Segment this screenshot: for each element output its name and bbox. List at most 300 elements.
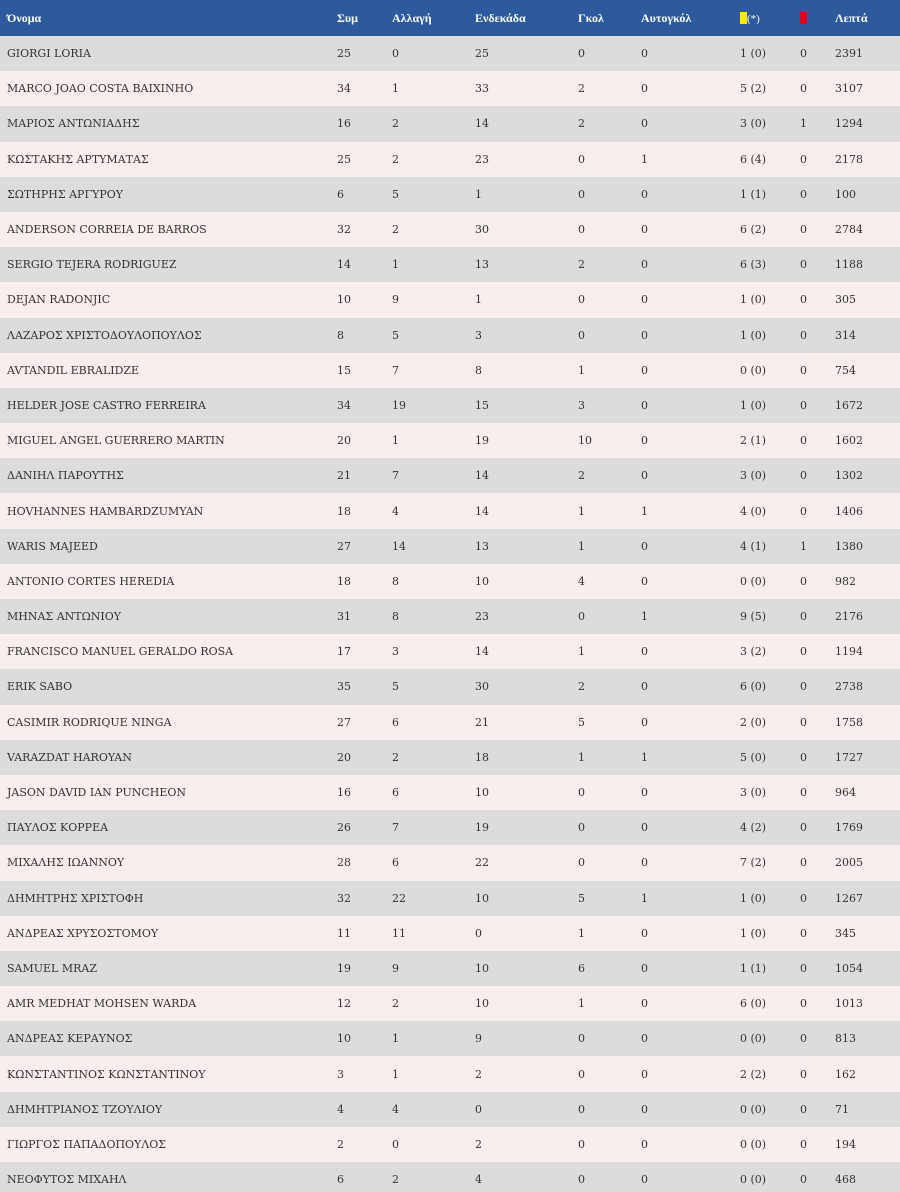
table-row[interactable] [0,36,900,71]
own-goals-value: 1 [641,504,648,518]
player-name[interactable]: ANTONIO CORTES HEREDIA [7,574,175,588]
minutes-value: 1727 [835,750,863,764]
player-name[interactable]: ΠΑΥΛΟΣ ΚΟΡΡΕΑ [7,821,109,835]
apps-value: 27 [337,539,351,553]
goals-value: 0 [578,293,585,307]
yellow-cards-value: 2 (0) [740,715,767,729]
yellow-cards-value: 0 (0) [740,1032,767,1046]
subs-value: 8 [392,574,399,588]
minutes-value: 1188 [835,258,863,272]
table-row[interactable] [0,247,900,282]
starts-value: 3 [475,328,482,342]
table-row[interactable] [0,669,900,704]
player-name[interactable]: HELDER JOSE CASTRO FERREIRA [7,398,206,412]
table-row[interactable] [0,951,900,986]
red-cards-value: 0 [800,610,807,624]
player-name[interactable]: ΛΑΖΑΡΟΣ ΧΡΙΣΤΟΔΟΥΛΟΠΟΥΛΟΣ [7,328,202,342]
apps-value: 10 [337,1032,351,1046]
player-name[interactable]: WARIS MAJEED [7,539,98,553]
yellow-cards-value: 0 (0) [740,574,767,588]
subs-value: 5 [392,328,399,342]
apps-value: 12 [337,997,351,1011]
yellow-cards-value: 0 (0) [740,1173,767,1187]
red-cards-value: 0 [800,152,807,166]
subs-value: 1 [392,82,399,96]
minutes-value: 1769 [835,821,863,835]
apps-value: 10 [337,293,351,307]
subs-value: 2 [392,1173,399,1187]
minutes-value: 2005 [835,856,863,870]
table-row[interactable] [0,845,900,880]
subs-value: 4 [392,1102,399,1116]
apps-value: 26 [337,821,351,835]
player-name[interactable]: SERGIO TEJERA RODRIGUEZ [7,258,177,272]
subs-value: 3 [392,645,399,659]
minutes-value: 3107 [835,82,863,96]
subs-value: 8 [392,610,399,624]
player-name[interactable]: ERIK SABO [7,680,73,694]
red-cards-value: 0 [800,363,807,377]
starts-value: 10 [475,961,489,975]
goals-value: 2 [578,82,585,96]
subs-value: 7 [392,821,399,835]
apps-value: 25 [337,47,351,61]
own-goals-value: 0 [641,926,648,940]
goals-value: 2 [578,680,585,694]
subs-value: 19 [392,398,406,412]
starts-value: 14 [475,469,489,483]
subs-value: 14 [392,539,406,553]
own-goals-value: 0 [641,117,648,131]
yellow-cards-value: 4 (0) [740,504,767,518]
red-cards-value: 0 [800,1067,807,1081]
goals-value: 10 [578,434,592,448]
table-row[interactable] [0,353,900,388]
own-goals-value: 0 [641,82,648,96]
minutes-value: 71 [835,1102,849,1116]
goals-value: 1 [578,645,585,659]
subs-value: 1 [392,434,399,448]
yellow-cards-value: 1 (0) [740,891,767,905]
starts-value: 10 [475,574,489,588]
table-row[interactable] [0,810,900,845]
yellow-cards-value: 3 (0) [740,117,767,131]
header-goals[interactable]: Γκολ [578,10,604,25]
table-row[interactable] [0,634,900,669]
table-row[interactable] [0,986,900,1021]
minutes-value: 2176 [835,610,863,624]
own-goals-value: 1 [641,152,648,166]
table-row[interactable] [0,282,900,317]
minutes-value: 1294 [835,117,863,131]
yellow-cards-value: 1 (0) [740,293,767,307]
goals-value: 3 [578,398,585,412]
own-goals-value: 0 [641,539,648,553]
own-goals-value: 0 [641,645,648,659]
goals-value: 0 [578,1102,585,1116]
player-name[interactable]: JASON DAVID IAN PUNCHEON [7,786,187,800]
goals-value: 2 [578,258,585,272]
goals-value: 0 [578,786,585,800]
starts-value: 19 [475,821,489,835]
subs-value: 1 [392,258,399,272]
own-goals-value: 0 [641,363,648,377]
goals-value: 2 [578,117,585,131]
player-name[interactable]: HOVHANNES HAMBARDZUMYAN [7,504,204,518]
table-row[interactable] [0,177,900,212]
yellow-cards-value: 3 (0) [740,469,767,483]
starts-value: 4 [475,1173,482,1187]
minutes-value: 813 [835,1032,856,1046]
apps-value: 19 [337,961,351,975]
table-row[interactable] [0,916,900,951]
apps-value: 34 [337,398,351,412]
starts-value: 10 [475,786,489,800]
yellow-cards-value: 0 (0) [740,363,767,377]
yellow-cards-value: 2 (1) [740,434,767,448]
player-name[interactable]: ΜΑΡΙΟΣ ΑΝΤΩΝΙΑΔΗΣ [7,117,140,131]
apps-value: 11 [337,926,351,940]
table-row[interactable] [0,71,900,106]
apps-value: 27 [337,715,351,729]
own-goals-value: 0 [641,258,648,272]
table-row[interactable] [0,388,900,423]
subs-value: 9 [392,293,399,307]
minutes-value: 100 [835,187,856,201]
player-name[interactable]: ΚΩΝΣΤΑΝΤΙΝΟΣ ΚΩΝΣΤΑΝΤΙΝΟΥ [7,1067,206,1081]
own-goals-value: 0 [641,328,648,342]
subs-value: 1 [392,1067,399,1081]
minutes-value: 964 [835,786,856,800]
player-name[interactable]: ΑΝΔΡΕΑΣ ΧΡΥΣΟΣΤΟΜΟΥ [7,926,159,940]
player-name[interactable]: MARCO JOAO COSTA BAIXINHO [7,82,194,96]
starts-value: 1 [475,187,482,201]
red-cards-value: 0 [800,1032,807,1046]
minutes-value: 1054 [835,961,863,975]
goals-value: 0 [578,1173,585,1187]
yellow-cards-value: 6 (0) [740,997,767,1011]
goals-value: 0 [578,223,585,237]
minutes-value: 1602 [835,434,863,448]
goals-value: 1 [578,539,585,553]
red-cards-value: 0 [800,645,807,659]
minutes-value: 162 [835,1067,856,1081]
own-goals-value: 0 [641,715,648,729]
apps-value: 18 [337,574,351,588]
player-name[interactable]: AVTANDIL EBRALIDZE [7,363,140,377]
table-row[interactable] [0,529,900,564]
goals-value: 0 [578,821,585,835]
apps-value: 20 [337,434,351,448]
red-cards-value: 0 [800,891,807,905]
apps-value: 6 [337,1173,344,1187]
table-row[interactable] [0,599,900,634]
table-row[interactable] [0,1127,900,1162]
starts-value: 10 [475,997,489,1011]
subs-value: 0 [392,47,399,61]
own-goals-value: 0 [641,786,648,800]
player-name[interactable]: ΔΗΜΗΤΡΙΑΝΟΣ ΤΖΟΥΛΙΟΥ [7,1102,163,1116]
player-name[interactable]: ΣΩΤΗΡΗΣ ΑΡΓΥΡΟΥ [7,187,124,201]
red-cards-value: 0 [800,997,807,1011]
goals-value: 5 [578,715,585,729]
header-subs[interactable]: Αλλαγή [392,10,432,25]
table-row[interactable] [0,1021,900,1056]
apps-value: 31 [337,610,351,624]
apps-value: 20 [337,750,351,764]
apps-value: 35 [337,680,351,694]
table-header-row [0,0,900,36]
apps-value: 34 [337,82,351,96]
minutes-value: 314 [835,328,856,342]
yellow-cards-value: 6 (4) [740,152,767,166]
minutes-value: 2738 [835,680,863,694]
player-name[interactable]: FRANCISCO MANUEL GERALDO ROSA [7,645,234,659]
own-goals-value: 0 [641,469,648,483]
player-name[interactable]: CASIMIR RODRIQUE NINGA [7,715,172,729]
yellow-cards-value: 6 (2) [740,223,767,237]
starts-value: 1 [475,293,482,307]
own-goals-value: 0 [641,680,648,694]
starts-value: 10 [475,891,489,905]
player-name[interactable]: GIORGI LORIA [7,47,91,61]
goals-value: 0 [578,856,585,870]
own-goals-value: 0 [641,434,648,448]
player-name[interactable]: ΔΗΜΗΤΡΗΣ ΧΡΙΣΤΟΦΗ [7,891,144,905]
subs-value: 22 [392,891,406,905]
goals-value: 1 [578,363,585,377]
player-name[interactable]: ΜΗΝΑΣ ΑΝΤΩΝΙΟΥ [7,610,121,624]
red-cards-value: 0 [800,856,807,870]
yellow-cards-value: 1 (1) [740,961,767,975]
header-yellow-cards[interactable] [740,0,800,36]
starts-value: 18 [475,750,489,764]
subs-value: 5 [392,680,399,694]
starts-value: 8 [475,363,482,377]
starts-value: 2 [475,1137,482,1151]
minutes-value: 2391 [835,47,863,61]
yellow-cards-value: 4 (2) [740,821,767,835]
minutes-value: 1406 [835,504,863,518]
minutes-value: 1380 [835,539,863,553]
minutes-value: 1013 [835,997,863,1011]
starts-value: 33 [475,82,489,96]
own-goals-value: 0 [641,997,648,1011]
red-cards-value: 0 [800,469,807,483]
player-name[interactable]: ΔΑΝΙΗΛ ΠΑΡΟΥΤΗΣ [7,469,124,483]
table-row[interactable] [0,1092,900,1127]
table-row[interactable] [0,881,900,916]
starts-value: 25 [475,47,489,61]
red-cards-value: 0 [800,715,807,729]
header-red-cards[interactable] [800,0,835,36]
player-name[interactable]: DEJAN RADONJIC [7,293,111,307]
table-row[interactable] [0,1162,900,1192]
header-name[interactable]: Όνομα [7,10,42,25]
red-cards-value: 0 [800,398,807,412]
starts-value: 14 [475,645,489,659]
yellow-cards-value: 1 (0) [740,47,767,61]
apps-value: 16 [337,786,351,800]
player-name[interactable]: ANDERSON CORREIA DE BARROS [7,223,207,237]
table-row[interactable] [0,493,900,528]
own-goals-value: 0 [641,1173,648,1187]
player-name[interactable]: ΝΕΟΦΥΤΟΣ ΜΙΧΑΗΛ [7,1173,127,1187]
yellow-cards-value: 3 (2) [740,645,767,659]
goals-value: 6 [578,961,585,975]
starts-value: 30 [475,680,489,694]
yellow-cards-value: 6 (3) [740,258,767,272]
own-goals-value: 0 [641,574,648,588]
minutes-value: 2784 [835,223,863,237]
player-name[interactable]: SAMUEL MRAZ [7,961,97,975]
starts-value: 30 [475,223,489,237]
apps-value: 8 [337,328,344,342]
own-goals-value: 0 [641,1137,648,1151]
yellow-cards-value: 5 (0) [740,750,767,764]
subs-value: 2 [392,223,399,237]
red-cards-value: 0 [800,82,807,96]
starts-value: 14 [475,117,489,131]
minutes-value: 1672 [835,398,863,412]
red-cards-value: 1 [800,117,807,131]
red-card-icon [800,12,807,24]
red-cards-value: 0 [800,574,807,588]
header-own-goals[interactable]: Αυτογκόλ [641,10,692,25]
own-goals-value: 0 [641,47,648,61]
goals-value: 0 [578,1032,585,1046]
subs-value: 6 [392,786,399,800]
header-minutes[interactable]: Λεπτά [835,10,868,25]
starts-value: 14 [475,504,489,518]
yellow-cards-value: 1 (0) [740,398,767,412]
own-goals-value: 1 [641,610,648,624]
own-goals-value: 0 [641,293,648,307]
red-cards-value: 0 [800,47,807,61]
table-row[interactable] [0,775,900,810]
player-name[interactable]: VARAZDAT HAROYAN [7,750,132,764]
yellow-cards-value: 6 (0) [740,680,767,694]
own-goals-value: 0 [641,223,648,237]
red-cards-value: 0 [800,750,807,764]
minutes-value: 1194 [835,645,863,659]
yellow-cards-value: 2 (2) [740,1067,767,1081]
player-name[interactable]: ΜΙΧΑΛΗΣ ΙΩΑΝΝΟΥ [7,856,125,870]
subs-value: 2 [392,152,399,166]
starts-value: 9 [475,1032,482,1046]
apps-value: 17 [337,645,351,659]
minutes-value: 1758 [835,715,863,729]
own-goals-value: 0 [641,1067,648,1081]
yellow-cards-value: 1 (1) [740,187,767,201]
subs-value: 1 [392,1032,399,1046]
own-goals-value: 1 [641,891,648,905]
player-name[interactable]: AMR MEDHAT MOHSEN WARDA [7,997,197,1011]
table-row[interactable] [0,458,900,493]
goals-value: 2 [578,469,585,483]
table-row[interactable] [0,1056,900,1091]
yellow-cards-value: 9 (5) [740,610,767,624]
yellow-cards-value: 0 (0) [740,1102,767,1116]
own-goals-value: 0 [641,961,648,975]
starts-value: 13 [475,258,489,272]
red-cards-value: 0 [800,1173,807,1187]
red-cards-value: 0 [800,1102,807,1116]
own-goals-value: 0 [641,187,648,201]
goals-value: 0 [578,610,585,624]
table-row[interactable] [0,705,900,740]
starts-value: 2 [475,1067,482,1081]
player-name[interactable]: MIGUEL ANGEL GUERRERO MARTIN [7,434,225,448]
yellow-cards-value: 5 (2) [740,82,767,96]
goals-value: 0 [578,152,585,166]
minutes-value: 305 [835,293,856,307]
red-cards-value: 0 [800,258,807,272]
starts-value: 0 [475,1102,482,1116]
table-row[interactable] [0,142,900,177]
own-goals-value: 1 [641,750,648,764]
subs-value: 9 [392,961,399,975]
red-cards-value: 0 [800,1137,807,1151]
header-apps[interactable]: Συμ [337,10,358,25]
goals-value: 4 [578,574,585,588]
table-row[interactable] [0,564,900,599]
starts-value: 21 [475,715,489,729]
table-row[interactable] [0,740,900,775]
subs-value: 7 [392,469,399,483]
minutes-value: 2178 [835,152,863,166]
apps-value: 18 [337,504,351,518]
red-cards-value: 0 [800,504,807,518]
red-cards-value: 0 [800,434,807,448]
minutes-value: 1302 [835,469,863,483]
red-cards-value: 0 [800,223,807,237]
red-cards-value: 0 [800,821,807,835]
apps-value: 16 [337,117,351,131]
minutes-value: 982 [835,574,856,588]
starts-value: 0 [475,926,482,940]
yellow-cards-value: 4 (1) [740,539,767,553]
red-cards-value: 1 [800,539,807,553]
goals-value: 0 [578,187,585,201]
red-cards-value: 0 [800,293,807,307]
apps-value: 32 [337,223,351,237]
minutes-value: 345 [835,926,856,940]
table-row[interactable] [0,212,900,247]
player-name[interactable]: ΚΩΣΤΑΚΗΣ ΑΡΤΥΜΑΤΑΣ [7,152,149,166]
red-cards-value: 0 [800,786,807,800]
player-name[interactable]: ΑΝΔΡΕΑΣ ΚΕΡΑΥΝΟΣ [7,1032,133,1046]
minutes-value: 468 [835,1173,856,1187]
apps-value: 32 [337,891,351,905]
table-body [0,36,900,1192]
player-name[interactable]: ΓΙΩΡΓΟΣ ΠΑΠΑΔΟΠΟΥΛΟΣ [7,1137,167,1151]
minutes-value: 754 [835,363,856,377]
apps-value: 2 [337,1137,344,1151]
table-row[interactable] [0,106,900,141]
header-starts[interactable]: Ενδεκάδα [475,10,526,25]
starts-value: 23 [475,610,489,624]
table-row[interactable] [0,318,900,353]
red-cards-value: 0 [800,680,807,694]
minutes-value: 194 [835,1137,856,1151]
own-goals-value: 0 [641,821,648,835]
goals-value: 1 [578,504,585,518]
table-row[interactable] [0,423,900,458]
goals-value: 0 [578,47,585,61]
goals-value: 0 [578,1067,585,1081]
subs-value: 6 [392,715,399,729]
